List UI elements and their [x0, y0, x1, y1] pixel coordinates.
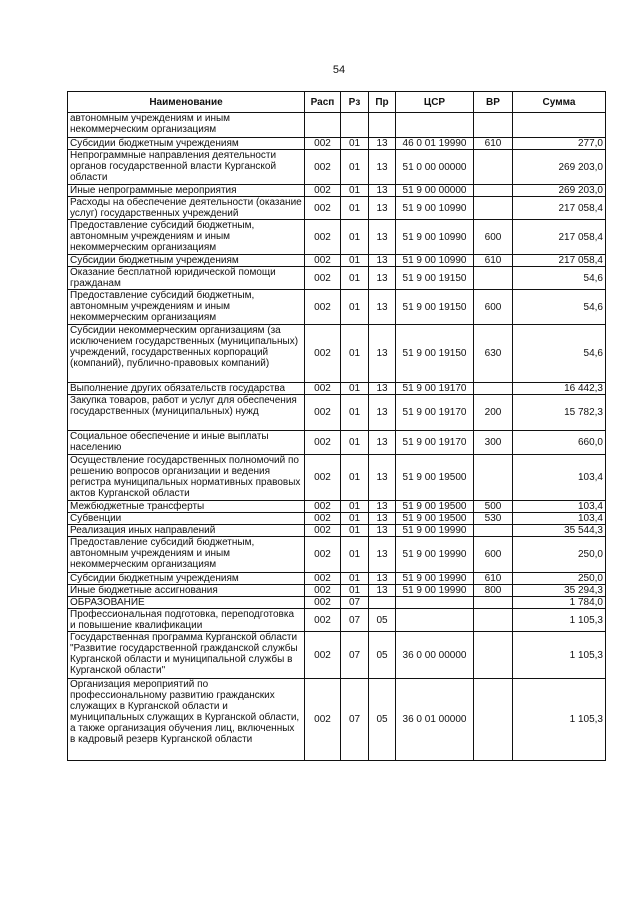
- cell-rasp: 002: [305, 325, 341, 383]
- cell-rasp: 002: [305, 197, 341, 220]
- cell-rasp: 002: [305, 573, 341, 585]
- cell-vr: [474, 679, 513, 761]
- cell-rz: [341, 113, 369, 138]
- cell-rasp: 002: [305, 185, 341, 197]
- cell-rasp: 002: [305, 679, 341, 761]
- cell-sum: 54,6: [513, 267, 606, 290]
- cell-pr: 13: [369, 138, 396, 150]
- cell-sum: 660,0: [513, 431, 606, 455]
- cell-vr: [474, 383, 513, 395]
- cell-sum: 15 782,3: [513, 395, 606, 431]
- cell-pr: 13: [369, 255, 396, 267]
- cell-sum: 54,6: [513, 290, 606, 325]
- header-name: Наименование: [68, 92, 305, 113]
- cell-csr: [396, 597, 474, 609]
- cell-pr: 13: [369, 585, 396, 597]
- cell-name: Межбюджетные трансферты: [68, 501, 305, 513]
- table-row: [68, 197, 606, 220]
- cell-vr: 610: [474, 573, 513, 585]
- cell-name: Социальное обеспечение и иные выплаты населению: [68, 431, 305, 455]
- cell-rz: 07: [341, 679, 369, 761]
- table-row: [68, 597, 606, 609]
- cell-sum: 217 058,4: [513, 255, 606, 267]
- page-number: 54: [332, 64, 346, 76]
- cell-rasp: 002: [305, 455, 341, 501]
- cell-vr: 600: [474, 220, 513, 255]
- cell-rasp: 002: [305, 501, 341, 513]
- cell-csr: 51 9 00 19990: [396, 573, 474, 585]
- cell-csr: 51 9 00 19150: [396, 325, 474, 383]
- cell-pr: 13: [369, 290, 396, 325]
- cell-name: Выполнение других обязательств государства: [68, 383, 305, 395]
- cell-rz: 01: [341, 267, 369, 290]
- cell-vr: 600: [474, 290, 513, 325]
- cell-sum: 217 058,4: [513, 220, 606, 255]
- cell-rz: 01: [341, 455, 369, 501]
- cell-sum: 217 058,4: [513, 197, 606, 220]
- cell-pr: 13: [369, 220, 396, 255]
- cell-rz: 01: [341, 325, 369, 383]
- cell-rz: 01: [341, 501, 369, 513]
- cell-pr: 13: [369, 537, 396, 573]
- cell-pr: 13: [369, 455, 396, 501]
- cell-sum: 103,4: [513, 501, 606, 513]
- cell-sum: 250,0: [513, 573, 606, 585]
- cell-pr: 13: [369, 150, 396, 185]
- cell-name: Субсидии некоммерческим организациям (за исключением государственных (муниципальных) учреждений, государственных корпораций (компаний), публично-правовых компаний): [68, 325, 305, 383]
- cell-pr: 13: [369, 501, 396, 513]
- table-row: [68, 290, 606, 325]
- cell-name: Субсидии бюджетным учреждениям: [68, 255, 305, 267]
- cell-rasp: 002: [305, 537, 341, 573]
- table-row: [68, 267, 606, 290]
- table-row: [68, 138, 606, 150]
- cell-sum: 1 105,3: [513, 632, 606, 679]
- cell-pr: 13: [369, 525, 396, 537]
- cell-rasp: [305, 113, 341, 138]
- cell-rz: 01: [341, 197, 369, 220]
- cell-name: Иные бюджетные ассигнования: [68, 585, 305, 597]
- cell-rz: 01: [341, 255, 369, 267]
- cell-pr: 13: [369, 431, 396, 455]
- cell-name: Предоставление субсидий бюджетным, автономным учреждениям и иным некоммерческим организациям: [68, 290, 305, 325]
- cell-vr: [474, 525, 513, 537]
- cell-csr: 51 9 00 19150: [396, 290, 474, 325]
- cell-name: Предоставление субсидий бюджетным, автономным учреждениям и иным некоммерческим организациям: [68, 537, 305, 573]
- cell-rz: 01: [341, 150, 369, 185]
- cell-sum: 269 203,0: [513, 150, 606, 185]
- cell-csr: 36 0 00 00000: [396, 632, 474, 679]
- cell-sum: 1 784,0: [513, 597, 606, 609]
- cell-sum: 103,4: [513, 455, 606, 501]
- cell-rz: 07: [341, 609, 369, 632]
- cell-rz: 01: [341, 525, 369, 537]
- cell-rz: 01: [341, 537, 369, 573]
- header-sum: Сумма: [513, 92, 606, 113]
- cell-vr: 200: [474, 395, 513, 431]
- cell-pr: 13: [369, 573, 396, 585]
- cell-vr: [474, 197, 513, 220]
- cell-pr: 13: [369, 185, 396, 197]
- cell-sum: 103,4: [513, 513, 606, 525]
- cell-csr: [396, 609, 474, 632]
- cell-name: Субсидии бюджетным учреждениям: [68, 573, 305, 585]
- cell-rasp: 002: [305, 267, 341, 290]
- table-row: [68, 573, 606, 585]
- table-row: [68, 150, 606, 185]
- table-row: [68, 679, 606, 761]
- cell-sum: 1 105,3: [513, 609, 606, 632]
- cell-rasp: 002: [305, 220, 341, 255]
- cell-rz: 01: [341, 185, 369, 197]
- cell-csr: 51 9 00 10990: [396, 197, 474, 220]
- cell-rz: 01: [341, 573, 369, 585]
- table-row: [68, 255, 606, 267]
- cell-rasp: 002: [305, 585, 341, 597]
- cell-rz: 01: [341, 383, 369, 395]
- cell-name: Иные непрограммные мероприятия: [68, 185, 305, 197]
- cell-rz: 01: [341, 138, 369, 150]
- cell-csr: 51 9 00 19990: [396, 585, 474, 597]
- cell-vr: 530: [474, 513, 513, 525]
- cell-name: Непрограммные направления деятельности органов государственной власти Курганской области: [68, 150, 305, 185]
- cell-sum: 35 294,3: [513, 585, 606, 597]
- header-vr: ВР: [474, 92, 513, 113]
- table-row: [68, 431, 606, 455]
- cell-name: Субвенции: [68, 513, 305, 525]
- cell-name: Государственная программа Курганской области "Развитие государственной гражданской службы Курганской области и муниципальной службы в Курганской области": [68, 632, 305, 679]
- table-row: [68, 455, 606, 501]
- table-row: [68, 185, 606, 197]
- cell-csr: 51 9 00 19500: [396, 513, 474, 525]
- cell-rz: 01: [341, 395, 369, 431]
- cell-rasp: 002: [305, 150, 341, 185]
- cell-vr: [474, 597, 513, 609]
- cell-name: Оказание бесплатной юридической помощи гражданам: [68, 267, 305, 290]
- cell-sum: 16 442,3: [513, 383, 606, 395]
- cell-name: Субсидии бюджетным учреждениям: [68, 138, 305, 150]
- cell-pr: [369, 597, 396, 609]
- cell-vr: 630: [474, 325, 513, 383]
- cell-csr: 51 9 00 19500: [396, 455, 474, 501]
- table-header-row: [68, 92, 606, 113]
- cell-csr: 46 0 01 19990: [396, 138, 474, 150]
- cell-name: Организация мероприятий по профессиональному развитию гражданских служащих в Курганской области и муниципальных служащих в Курганской области, а также организация обучения лиц, включенных в кадровый резерв Курганской области: [68, 679, 305, 761]
- cell-rz: 01: [341, 220, 369, 255]
- cell-rasp: 002: [305, 431, 341, 455]
- header-csr: ЦСР: [396, 92, 474, 113]
- cell-vr: 500: [474, 501, 513, 513]
- cell-name: Реализация иных направлений: [68, 525, 305, 537]
- cell-rz: 01: [341, 513, 369, 525]
- cell-rasp: 002: [305, 395, 341, 431]
- cell-csr: 51 9 00 19170: [396, 383, 474, 395]
- cell-vr: 610: [474, 138, 513, 150]
- cell-sum: [513, 113, 606, 138]
- cell-vr: [474, 113, 513, 138]
- cell-rz: 07: [341, 632, 369, 679]
- cell-rasp: 002: [305, 609, 341, 632]
- cell-pr: 13: [369, 325, 396, 383]
- cell-csr: 51 9 00 19500: [396, 501, 474, 513]
- table-row: [68, 513, 606, 525]
- table-row: [68, 395, 606, 431]
- cell-sum: 269 203,0: [513, 185, 606, 197]
- table-row: [68, 537, 606, 573]
- cell-vr: [474, 267, 513, 290]
- cell-pr: 05: [369, 632, 396, 679]
- cell-rz: 01: [341, 431, 369, 455]
- cell-csr: 36 0 01 00000: [396, 679, 474, 761]
- cell-csr: 51 9 00 19990: [396, 525, 474, 537]
- cell-name: ОБРАЗОВАНИЕ: [68, 597, 305, 609]
- cell-pr: 05: [369, 609, 396, 632]
- table-row: [68, 525, 606, 537]
- cell-pr: 13: [369, 383, 396, 395]
- cell-pr: 13: [369, 395, 396, 431]
- cell-csr: 51 0 00 00000: [396, 150, 474, 185]
- cell-vr: 610: [474, 255, 513, 267]
- table-row: [68, 113, 606, 138]
- cell-csr: 51 9 00 19150: [396, 267, 474, 290]
- table-row: [68, 220, 606, 255]
- cell-name: автономным учреждениям и иным некоммерческим организациям: [68, 113, 305, 138]
- cell-rasp: 002: [305, 290, 341, 325]
- budget-table: [67, 91, 606, 761]
- cell-pr: [369, 113, 396, 138]
- cell-pr: 13: [369, 267, 396, 290]
- cell-name: Осуществление государственных полномочий по решению вопросов организации и ведения регистра муниципальных нормативных правовых актов Курганской области: [68, 455, 305, 501]
- cell-vr: 800: [474, 585, 513, 597]
- cell-vr: [474, 632, 513, 679]
- header-rasp: Расп: [305, 92, 341, 113]
- cell-rasp: 002: [305, 513, 341, 525]
- cell-rasp: 002: [305, 597, 341, 609]
- cell-name: Профессиональная подготовка, переподготовка и повышение квалификации: [68, 609, 305, 632]
- cell-csr: [396, 113, 474, 138]
- cell-rasp: 002: [305, 632, 341, 679]
- table-row: [68, 501, 606, 513]
- cell-rz: 01: [341, 585, 369, 597]
- cell-csr: 51 9 00 19170: [396, 395, 474, 431]
- table-row: [68, 325, 606, 383]
- cell-vr: [474, 455, 513, 501]
- cell-name: Расходы на обеспечение деятельности (оказание услуг) государственных учреждений: [68, 197, 305, 220]
- cell-rz: 07: [341, 597, 369, 609]
- header-pr: Пр: [369, 92, 396, 113]
- cell-pr: 05: [369, 679, 396, 761]
- cell-csr: 51 9 00 19170: [396, 431, 474, 455]
- cell-sum: 35 544,3: [513, 525, 606, 537]
- cell-rasp: 002: [305, 138, 341, 150]
- table-row: [68, 609, 606, 632]
- header-rz: Рз: [341, 92, 369, 113]
- cell-csr: 51 9 00 19990: [396, 537, 474, 573]
- cell-sum: 250,0: [513, 537, 606, 573]
- table-row: [68, 585, 606, 597]
- cell-pr: 13: [369, 197, 396, 220]
- table-row: [68, 632, 606, 679]
- cell-rasp: 002: [305, 255, 341, 267]
- cell-csr: 51 9 00 10990: [396, 255, 474, 267]
- cell-rasp: 002: [305, 525, 341, 537]
- cell-pr: 13: [369, 513, 396, 525]
- cell-csr: 51 9 00 00000: [396, 185, 474, 197]
- cell-rz: 01: [341, 290, 369, 325]
- cell-sum: 277,0: [513, 138, 606, 150]
- cell-vr: [474, 185, 513, 197]
- cell-vr: 600: [474, 537, 513, 573]
- cell-vr: 300: [474, 431, 513, 455]
- cell-sum: 54,6: [513, 325, 606, 383]
- cell-name: Закупка товаров, работ и услуг для обеспечения государственных (муниципальных) нужд: [68, 395, 305, 431]
- cell-name: Предоставление субсидий бюджетным, автономным учреждениям и иным некоммерческим организациям: [68, 220, 305, 255]
- table-row: [68, 383, 606, 395]
- cell-vr: [474, 609, 513, 632]
- cell-csr: 51 9 00 10990: [396, 220, 474, 255]
- cell-rasp: 002: [305, 383, 341, 395]
- cell-vr: [474, 150, 513, 185]
- cell-sum: 1 105,3: [513, 679, 606, 761]
